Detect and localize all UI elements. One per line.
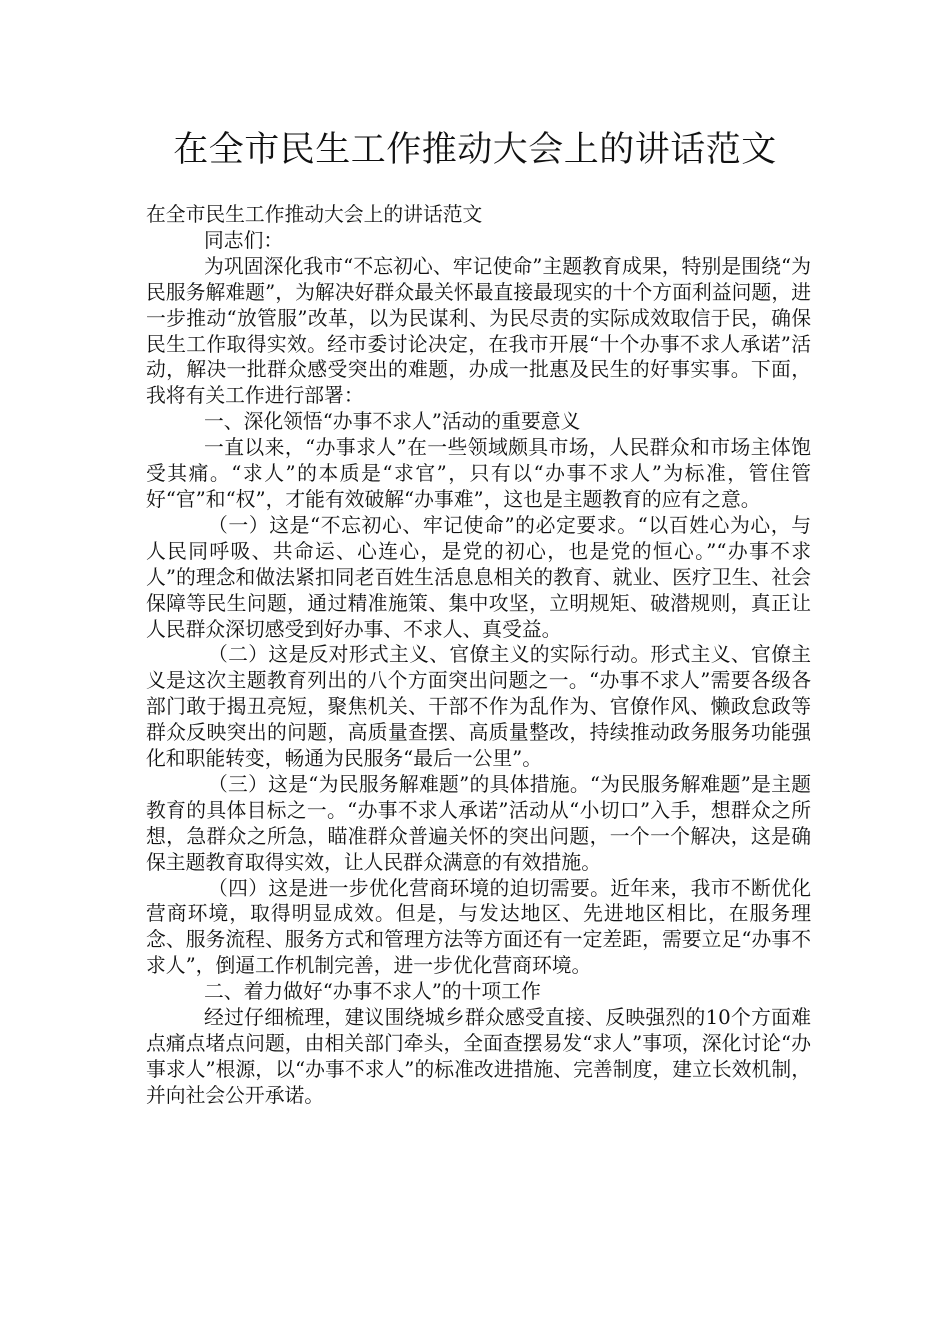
paragraph-section-1: 一直以来，“办事求人”在一些领域颇具市场，人民群众和市场主体饱受其痛。“求人”的本质是“求官”，只有以“办事不求人”为标准，管住管好“官”和“权”，才能有效破解“办事难”，这也是主题教育的应有之意。 [146,436,811,511]
paragraph-point-1: （一）这是“不忘初心、牢记使命”的必定要求。“以百姓心为心，与人民同呼吸、共命运、心连心，是党的初心，也是党的恒心。”“办事不求人”的理念和做法紧扣同老百姓生活息息相关的教育、就业、医疗卫生、社会保障等民生问题，通过精准施策、集中攻坚，立明规矩、破潜规则，真正让人民群众深切感受到好办事、不求人、真受益。 [146,513,811,641]
document-title: 在全市民生工作推动大会上的讲话范文 [173,130,777,170]
paragraph-point-4: （四）这是进一步优化营商环境的迫切需要。近年来，我市不断优化营商环境，取得明显成效。但是，与发达地区、先进地区相比，在服务理念、服务流程、服务方式和管理方法等方面还有一定差距，需要立足“办事不求人”，倒逼工作机制完善，进一步优化营商环境。 [146,876,811,978]
paragraph-section-2: 经过仔细梳理，建议围绕城乡群众感受直接、反映强烈的10个方面难点痛点堵点问题，由相关部门牵头，全面查摆易发“求人”事项，深化讨论“办事求人”根源，以“办事不求人”的标准改进措施、完善制度，建立长效机制，并向社会公开承诺。 [146,1006,811,1107]
document-body [146,202,811,1109]
salutation: 同志们： [204,228,284,252]
paragraph-intro: 为巩固深化我市“不忘初心、牢记使命”主题教育成果，特别是围绕“为民服务解难题”，为解决好群众最关怀最直接最现实的十个方面利益问题，进一步推动“放管服”改革，以为民谋利、为民尽责的实际成效取信于民，确保民生工作取得实效。经市委讨论决定，在我市开展“十个办事不求人承诺”活动，解决一批群众感受突出的难题，办成一批惠及民生的好事实事。下面，我将有关工作进行部署： [146,254,811,408]
paragraph-point-2: （二）这是反对形式主义、官僚主义的实际行动。形式主义、官僚主义是这次主题教育列出的八个方面突出问题之一。“办事不求人”需要各级各部门敢于揭丑亮短，聚焦机关、干部不作为乱作为、官僚作风、懒政怠政等群众反映突出的问题，高质量查摆、高质量整改，持续推动政务服务功能强化和职能转变，畅通为民服务“最后一公里”。 [146,643,811,771]
paragraph-point-3: （三）这是“为民服务解难题”的具体措施。“为民服务解难题”是主题教育的具体目标之一。“办事不求人承诺”活动从“小切口”入手，想群众之所想，急群众之所急，瞄准群众普遍关怀的突出问题，一个一个解决，这是确保主题教育取得实效，让人民群众满意的有效措施。 [146,772,811,874]
document-subtitle: 在全市民生工作推动大会上的讲话范文 [146,203,483,226]
section-heading-2: 二、着力做好“办事不求人”的十项工作 [204,980,541,1004]
section-heading-1: 一、深化领悟“办事不求人”活动的重要意义 [204,410,581,434]
